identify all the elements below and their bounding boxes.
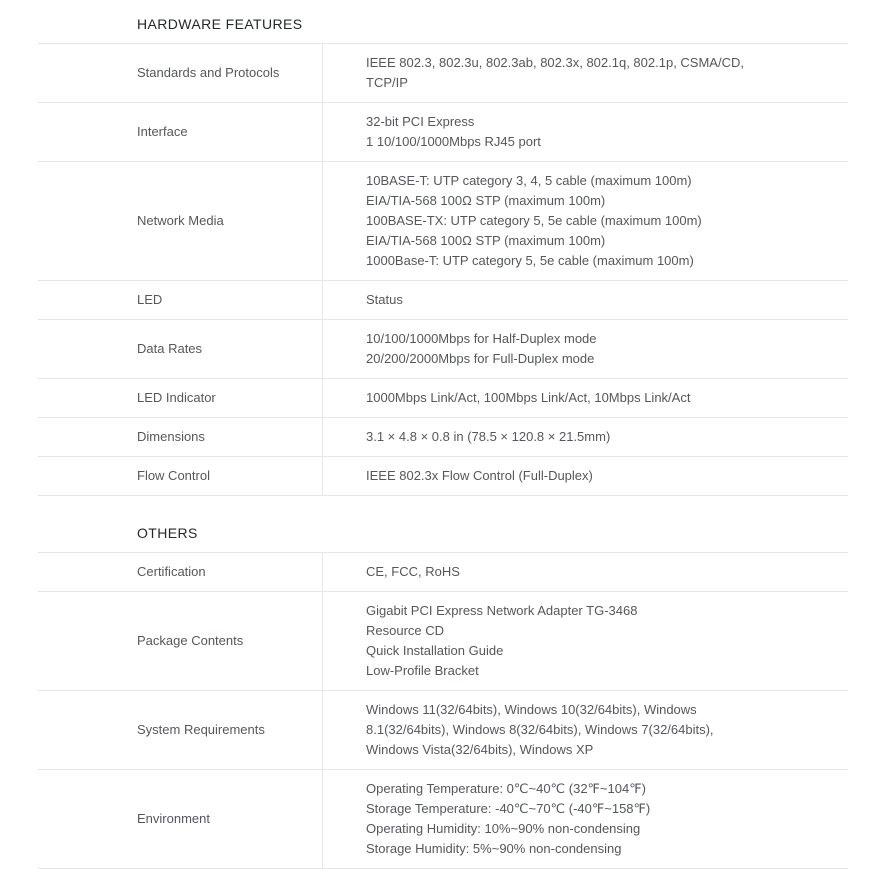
spec-row (38, 162, 848, 281)
spec-value-line: EIA/TIA-568 100Ω STP (maximum 100m) (366, 193, 606, 208)
spec-value-line: IEEE 802.3, 802.3u, 802.3ab, 802.3x, 802.1q, 802.1p, CSMA/CD, (366, 55, 744, 70)
spec-label (38, 592, 322, 690)
spec-value-line: 20/200/2000Mbps for Full-Duplex mode (366, 351, 595, 366)
spec-value-line: Windows 11(32/64bits), Windows 10(32/64bits), Windows (366, 702, 697, 717)
spec-label-text: Network Media (137, 213, 224, 228)
spec-value (322, 379, 848, 417)
spec-label-text: Dimensions (137, 429, 205, 444)
spec-value-line: Windows Vista(32/64bits), Windows XP (366, 742, 594, 757)
spec-row (38, 281, 848, 320)
spec-value-line: 3.1 × 4.8 × 0.8 in (78.5 × 120.8 × 21.5mm) (366, 429, 611, 444)
spec-value-line: Gigabit PCI Express Network Adapter TG-3468 (366, 603, 638, 618)
spec-value-line: Storage Humidity: 5%~90% non-condensing (366, 841, 622, 856)
spec-label-text: Standards and Protocols (137, 65, 280, 80)
spec-row (38, 418, 848, 457)
section-title-others: OTHERS (137, 525, 198, 541)
spec-row (38, 103, 848, 162)
spec-label-text: Package Contents (137, 633, 244, 648)
spec-value-line: 10/100/1000Mbps for Half-Duplex mode (366, 331, 597, 346)
spec-value-line: TCP/IP (366, 75, 408, 90)
spec-label-text: Environment (137, 811, 210, 826)
spec-value-line: Storage Temperature: -40℃~70℃ (-40℉~158℉) (366, 801, 651, 816)
spec-row (38, 691, 848, 770)
spec-row (38, 770, 848, 869)
spec-label (38, 103, 322, 161)
spec-label (38, 281, 322, 319)
spec-row (38, 320, 848, 379)
spec-value-line: 1000Mbps Link/Act, 100Mbps Link/Act, 10Mbps Link/Act (366, 390, 691, 405)
spec-value-line: Resource CD (366, 623, 445, 638)
spec-value-line: 10BASE-T: UTP category 3, 4, 5 cable (maximum 100m) (366, 173, 692, 188)
spec-label-text: Interface (137, 124, 188, 139)
spec-value (322, 691, 848, 769)
spec-value-line: 100BASE-TX: UTP category 5, 5e cable (maximum 100m) (366, 213, 702, 228)
spec-label (38, 320, 322, 378)
spec-row (38, 457, 848, 496)
spec-label (38, 457, 322, 495)
spec-value-line: Low-Profile Bracket (366, 663, 479, 678)
spec-value (322, 162, 848, 280)
spec-value (322, 592, 848, 690)
spec-value (322, 320, 848, 378)
hardware-features-section (38, 17, 848, 496)
spec-row (38, 44, 848, 103)
others-section (38, 526, 848, 869)
spec-value (322, 44, 848, 102)
spec-label-text: Certification (137, 564, 206, 579)
spec-value (322, 418, 848, 456)
spec-row (38, 592, 848, 691)
spec-value-line: Operating Temperature: 0℃~40℃ (32℉~104℉) (366, 781, 646, 796)
spec-label (38, 162, 322, 280)
spec-value-line: Status (366, 292, 403, 307)
spec-value-line: 32-bit PCI Express (366, 114, 475, 129)
spec-value (322, 770, 848, 868)
spec-value-line: CE, FCC, RoHS (366, 564, 460, 579)
spec-label (38, 691, 322, 769)
spec-label-text: System Requirements (137, 722, 265, 737)
spec-label-text: LED Indicator (137, 390, 216, 405)
spec-value-line: Operating Humidity: 10%~90% non-condensing (366, 821, 641, 836)
spec-value-line: Quick Installation Guide (366, 643, 504, 658)
spec-value (322, 103, 848, 161)
others-spec-table (38, 552, 848, 869)
spec-row (38, 553, 848, 592)
spec-value-line: IEEE 802.3x Flow Control (Full-Duplex) (366, 468, 593, 483)
spec-row (38, 379, 848, 418)
spec-label (38, 418, 322, 456)
spec-label (38, 44, 322, 102)
spec-label (38, 553, 322, 591)
spec-value-line: 1000Base-T: UTP category 5, 5e cable (maximum 100m) (366, 253, 694, 268)
hardware-features-spec-table (38, 43, 848, 496)
spec-value-line: 8.1(32/64bits), Windows 8(32/64bits), Windows 7(32/64bits), (366, 722, 714, 737)
section-title-hardware-features: HARDWARE FEATURES (137, 16, 303, 32)
spec-value (322, 281, 848, 319)
spec-label-text: Flow Control (137, 468, 210, 483)
spec-value-line: EIA/TIA-568 100Ω STP (maximum 100m) (366, 233, 606, 248)
spec-value (322, 553, 848, 591)
spec-label-text: LED (137, 292, 163, 307)
spec-label-text: Data Rates (137, 341, 203, 356)
spec-value-line: 1 10/100/1000Mbps RJ45 port (366, 134, 541, 149)
spec-label (38, 770, 322, 868)
spec-label (38, 379, 322, 417)
spec-value (322, 457, 848, 495)
